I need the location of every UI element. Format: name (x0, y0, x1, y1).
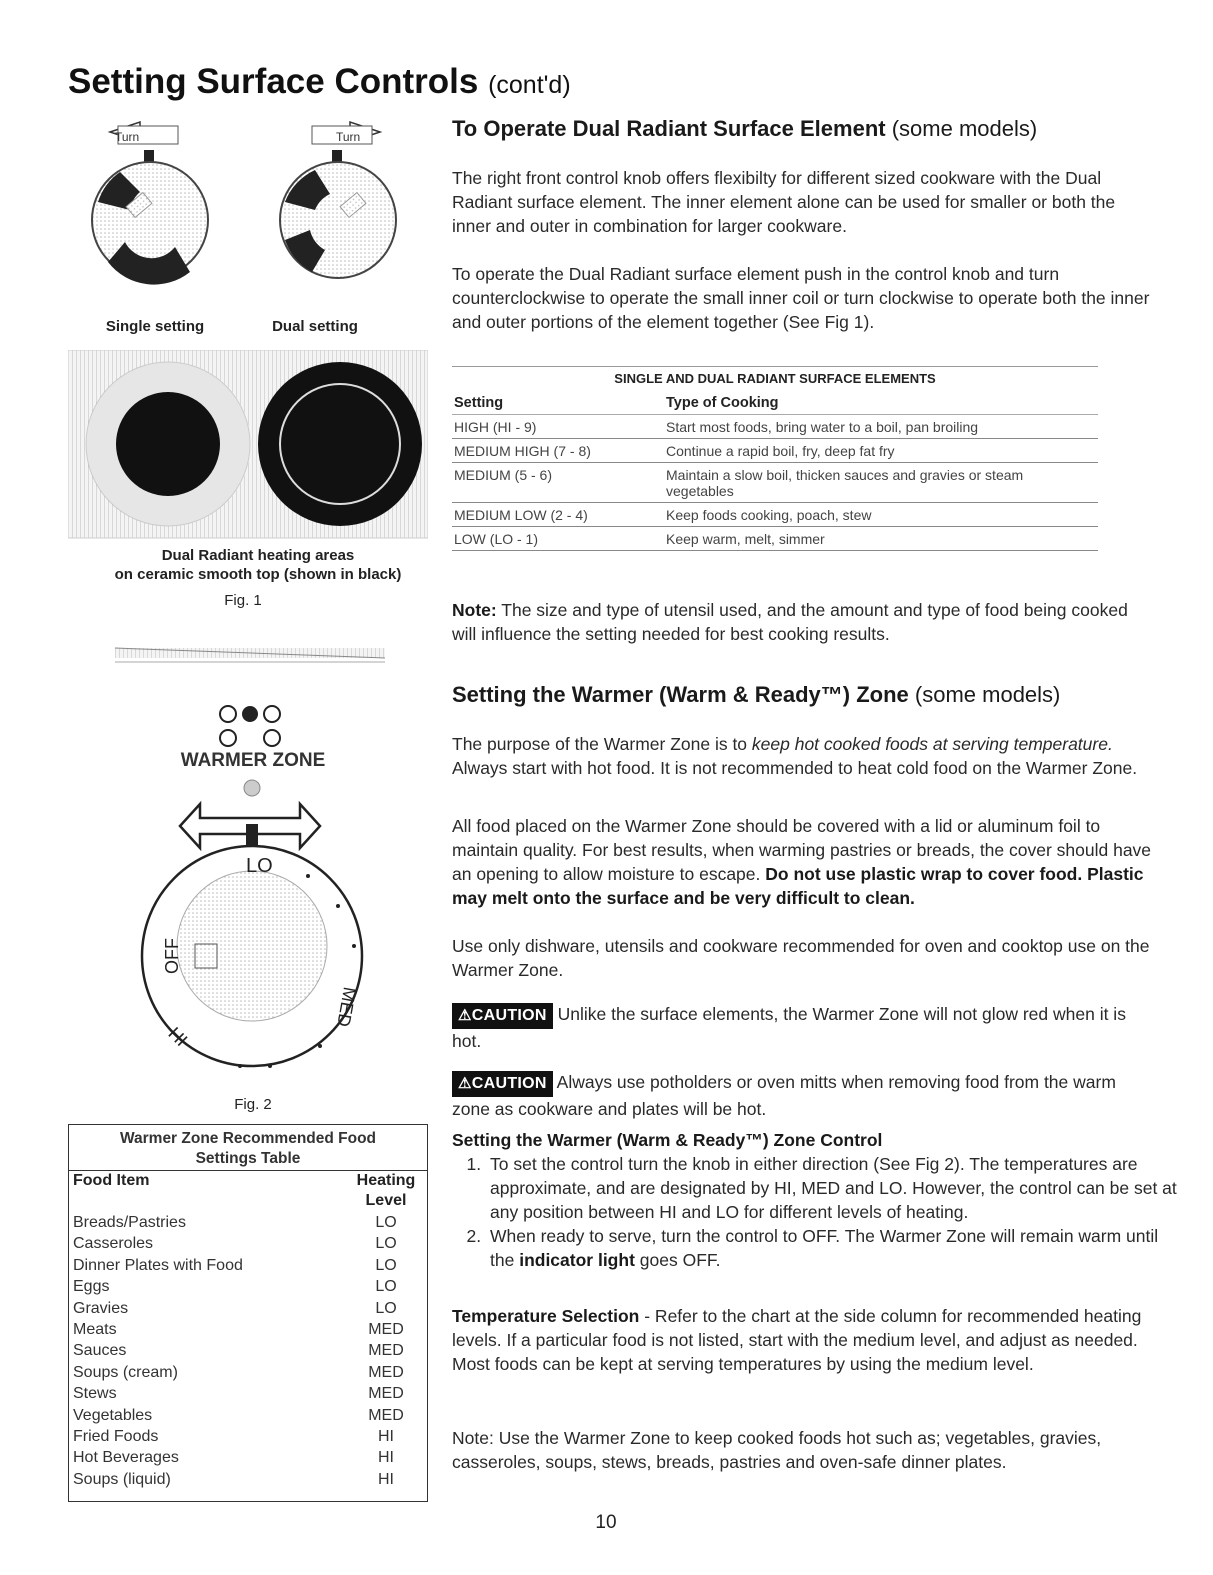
table-row (69, 1447, 427, 1468)
heating-caption-line2: on ceramic smooth top (shown in black) (114, 566, 402, 583)
table-row (452, 415, 1098, 439)
warmer-p2-a: All food placed on the Warmer Zone should be covered with a lid or aluminum foil to maintain quality. For best results, when warming pastries or breads, the cover should have an opening to allow moisture to escape. (452, 816, 1152, 884)
caution-label: CAUTION (471, 1075, 547, 1092)
step2-a: When ready to serve, turn the control to OFF. The Warmer Zone will remain warm until the (490, 1226, 1159, 1270)
warmer-paragraph-2 (452, 814, 1152, 910)
heating-level: MED (368, 1406, 404, 1424)
fig2-label: Fig. 2 (234, 1096, 272, 1113)
food-item: Soups (liquid) (73, 1470, 171, 1488)
food-item: Gravies (73, 1299, 129, 1317)
warmer-knob-icon (140, 776, 370, 1086)
warmer-zone-indicator-icon (212, 700, 292, 748)
food-item: Stews (73, 1385, 117, 1403)
dual-heading-suffix: (some models) (891, 116, 1038, 141)
warmer-table-title-1: Warmer Zone Recommended Food (119, 1130, 377, 1147)
settings-col-setting: Setting (454, 395, 504, 411)
setting-cell: LOW (LO - 1) (454, 531, 539, 547)
warmer-table-header (69, 1171, 427, 1211)
caution-2 (452, 1070, 1152, 1121)
setting-cell: MEDIUM HIGH (7 - 8) (454, 443, 591, 459)
cooking-type-cell: Keep warm, melt, simmer (666, 531, 825, 547)
table-row (452, 527, 1098, 551)
page-number: 10 (595, 1512, 617, 1533)
table-row (69, 1426, 427, 1447)
warmer-p1-emphasis: keep hot cooked foods at serving temperature. (751, 734, 1113, 754)
surface-settings-table (452, 366, 1098, 551)
title-main: Setting Surface Controls (68, 62, 479, 101)
dual-knob-turn-label: Turn (336, 130, 361, 144)
list-item (486, 1224, 1178, 1272)
warmer-settings-table (68, 1124, 428, 1502)
food-item: Vegetables (73, 1406, 153, 1424)
food-item: Breads/Pastries (73, 1214, 186, 1231)
setting-cell: MEDIUM LOW (2 - 4) (454, 507, 588, 523)
caution-badge (452, 1003, 553, 1029)
table-row (69, 1298, 427, 1319)
dual-heading-text: To Operate Dual Radiant Surface Element (452, 116, 886, 141)
table-row (69, 1383, 427, 1404)
caution-badge (452, 1071, 553, 1097)
table-row (69, 1212, 427, 1233)
dual-knob-icon (280, 122, 396, 278)
note-label: Note: (452, 600, 497, 620)
table-row (69, 1362, 427, 1383)
warmer-paragraph-3: Use only dishware, utensils and cookware recommended for oven and cooktop use on the Warmer Zone. (452, 936, 1150, 980)
food-item: Meats (73, 1320, 117, 1338)
warmer-col-level-1: Heating (356, 1172, 416, 1189)
heating-level: MED (368, 1320, 404, 1338)
temp-label: Temperature Selection (452, 1306, 640, 1326)
warmer-surface-illustration (115, 642, 395, 672)
list-item: 1. To set the control turn the knob in either direction (See Fig 2). The temperatures are approximate, and are designated by HI, MED and LO. However, the control can be set at any position between HI and LO for different levels of heating. (486, 1152, 1178, 1224)
control-heading: Setting the Warmer (Warm & Ready™) Zone Control (452, 1130, 883, 1150)
knob-off-label: OFF (162, 938, 182, 974)
dual-paragraph-2: To operate the Dual Radiant surface element push in the control knob and turn counterclockwise to operate the small inner coil or turn clockwise to operate both the inner and outer portions of the element together (See Fig 1). (452, 264, 1150, 332)
knob-lo-label: LO (246, 855, 273, 877)
heating-caption (68, 546, 448, 584)
food-item: Casseroles (73, 1235, 154, 1253)
warmer-p2-warning: Do not use plastic wrap to cover food. Plastic may melt onto the surface and be very difficult to clean. (452, 864, 1144, 908)
heating-level: MED (368, 1342, 404, 1360)
food-item: Soups (cream) (73, 1363, 178, 1381)
warmer-p1-b: Always start with hot food. It is not recommended to heat cold food on the Warmer Zone. (452, 758, 1138, 778)
table-row (69, 1469, 427, 1490)
food-item: Sauces (73, 1342, 127, 1360)
heating-level: LO (375, 1278, 397, 1296)
heating-level: LO (375, 1235, 397, 1253)
heating-level: HI (378, 1470, 394, 1488)
warmer-table-body (69, 1212, 427, 1490)
heating-level: HI (378, 1427, 394, 1445)
warmer-heading-suffix: (some models) (914, 682, 1061, 707)
cooking-type-cell: Continue a rapid boil, fry, deep fat fry (666, 443, 895, 459)
warmer-p1-a: The purpose of the Warmer Zone is to (452, 734, 752, 754)
note-utensil (452, 598, 1152, 646)
heating-areas-illustration (68, 350, 428, 540)
caution-1 (452, 1002, 1152, 1053)
settings-table-header (452, 391, 1098, 415)
temp-text: - Refer to the chart at the side column for recommended heating levels. If a particular food is not listed, start with the medium level, and adjust as needed. Most foods can be kept at serving temperatures by using the medium level. (452, 1306, 1142, 1374)
table-row (69, 1319, 427, 1340)
warmer-col-food: Food Item (73, 1172, 150, 1189)
food-item: Hot Beverages (73, 1449, 179, 1467)
warmer-col-level (351, 1171, 421, 1211)
title-suffix: (cont'd) (488, 71, 571, 99)
note-text: The size and type of utensil used, and the amount and type of food being cooked will influence the setting needed for best cooking results. (452, 600, 1128, 644)
warmer-col-level-2: Level (365, 1192, 407, 1209)
cooking-type-cell: Start most foods, bring water to a boil, pan broiling (666, 419, 979, 435)
table-row (69, 1340, 427, 1361)
table-row (452, 439, 1098, 463)
food-item: Fried Foods (73, 1427, 159, 1445)
temperature-selection (452, 1304, 1152, 1376)
settings-table-caption: SINGLE AND DUAL RADIANT SURFACE ELEMENTS (452, 366, 1098, 391)
food-item: Eggs (73, 1278, 110, 1296)
knob-illustrations (80, 112, 410, 312)
heating-level: LO (375, 1214, 397, 1231)
table-row (452, 463, 1098, 503)
heating-level: MED (368, 1363, 404, 1381)
table-row (69, 1255, 427, 1276)
caution-label: CAUTION (471, 1007, 547, 1024)
single-setting-caption: Single setting (105, 318, 205, 335)
single-knob-turn-label: Turn (115, 130, 140, 144)
table-row (69, 1233, 427, 1254)
heating-level: LO (375, 1256, 397, 1274)
dual-radiant-heading (452, 116, 1037, 142)
food-item: Dinner Plates with Food (73, 1256, 243, 1274)
setting-cell: MEDIUM (5 - 6) (454, 467, 552, 483)
knob-med-label: MED (333, 985, 360, 1029)
heating-caption-line1: Dual Radiant heating areas (161, 547, 355, 564)
step2-b: goes OFF. (634, 1250, 721, 1270)
dual-setting-caption: Dual setting (272, 318, 358, 335)
control-steps (452, 1152, 1178, 1272)
heating-level: HI (378, 1449, 394, 1467)
dual-paragraph-1: The right front control knob offers flexibilty for different sized cookware with the Dual Radiant surface element. The inner element alone can be used for smaller or both the inner and outer in combination for larger cookware. (452, 168, 1116, 236)
warning-icon: ⚠ (458, 1007, 472, 1024)
cooking-type-cell: Maintain a slow boil, thicken sauces and gravies or steam vegetables (666, 467, 1024, 499)
warning-icon: ⚠ (458, 1075, 472, 1092)
warmer-paragraph-1 (452, 732, 1152, 780)
warmer-heading (452, 682, 1060, 708)
step2-bold: indicator light (519, 1250, 635, 1270)
setting-cell: HIGH (HI - 9) (454, 419, 537, 435)
caution-1-text: Unlike the surface elements, the Warmer Zone will not glow red when it is hot. (452, 1004, 1126, 1051)
warmer-table-title (69, 1125, 427, 1171)
heating-level: LO (375, 1299, 397, 1317)
warmer-zone-label: WARMER ZONE (180, 750, 326, 771)
heating-level: MED (368, 1385, 404, 1403)
caution-2-text: Always use potholders or oven mitts when removing food from the warm zone as cookware and plates will be hot. (452, 1072, 1116, 1119)
page-title (68, 62, 571, 102)
table-row (69, 1405, 427, 1426)
single-knob-icon (92, 122, 208, 285)
settings-col-type: Type of Cooking (666, 395, 779, 411)
warmer-table-title-2: Settings Table (195, 1150, 301, 1167)
knob-hi-label: HI (164, 1023, 192, 1051)
cooking-type-cell: Keep foods cooking, poach, stew (666, 507, 872, 523)
table-row (452, 503, 1098, 527)
table-row (69, 1276, 427, 1297)
fig1-label: Fig. 1 (224, 592, 262, 609)
note-warmer-uses: Note: Use the Warmer Zone to keep cooked foods hot such as; vegetables, gravies, casseroles, soups, stews, breads, pastries and oven-safe dinner plates. (452, 1428, 1102, 1472)
warmer-heading-text: Setting the Warmer (Warm & Ready™) Zone (452, 682, 909, 707)
